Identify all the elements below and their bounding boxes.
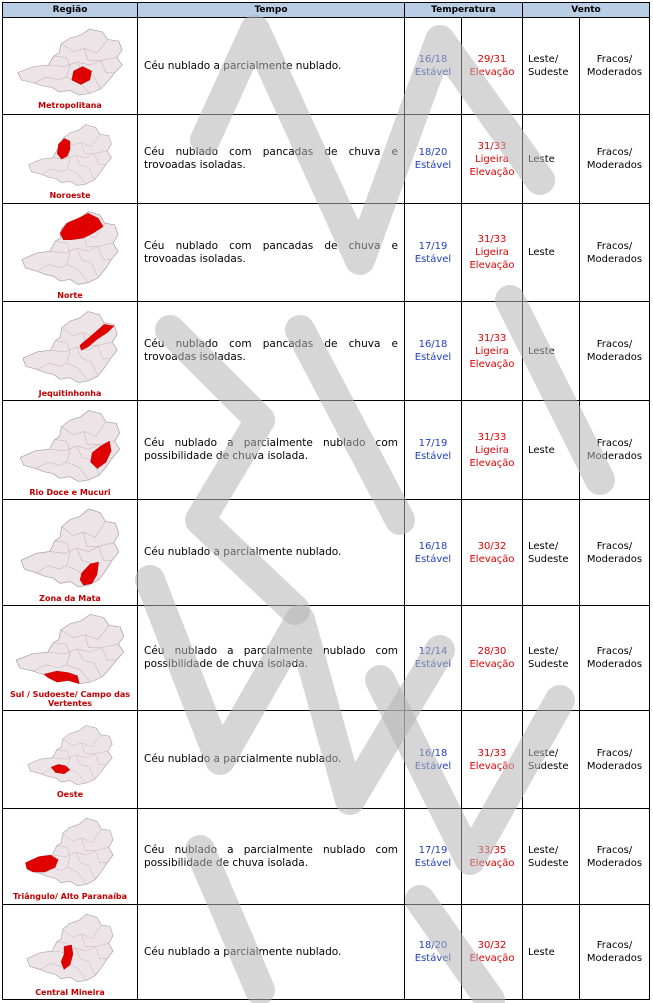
wind-direction-2: Sudeste [528, 760, 569, 772]
max-temp-value: 31/33 [477, 332, 507, 344]
header-tempo: Tempo [138, 3, 405, 18]
max-temp-cell [462, 115, 523, 204]
minas-gerais-region-map-icon [19, 720, 121, 790]
tempo-cell: Céu nublado a parcialmente nublado. [138, 905, 405, 1000]
table-row [3, 204, 650, 302]
region-cell [3, 204, 138, 302]
region-cell [3, 18, 138, 115]
wind-intensity: Fracos/ [596, 54, 633, 65]
minas-gerais-region-map-icon [18, 908, 122, 988]
table-row [3, 905, 650, 1000]
table-row [3, 401, 650, 500]
table-row [3, 809, 650, 905]
max-temp-value: 31/33 [477, 234, 507, 245]
region-name: Norte [57, 291, 83, 300]
wind-intensity-cell [580, 606, 650, 711]
wind-direction-cell [523, 711, 580, 809]
min-temp-cell [405, 204, 462, 302]
max-temp-value: 30/32 [477, 940, 507, 951]
wind-intensity-2: Moderados [586, 451, 643, 462]
max-temp-cell [462, 809, 523, 905]
max-temp-value: 33/35 [477, 844, 507, 856]
min-temp-trend: Estável [414, 553, 452, 565]
max-temp-cell [462, 204, 523, 302]
min-temp-trend: Estável [414, 857, 452, 869]
wind-intensity-cell [580, 115, 650, 204]
minas-gerais-region-map-icon [20, 119, 120, 191]
region-cell [3, 606, 138, 711]
min-temp-cell [405, 606, 462, 711]
minas-gerais-region-map-icon [18, 812, 122, 892]
wind-direction: Leste/ [528, 646, 559, 657]
table-row [3, 711, 650, 809]
wind-intensity-2: Moderados [586, 160, 643, 171]
max-temp-trend-2: Elevação [469, 358, 515, 370]
wind-direction: Leste/ [528, 54, 559, 65]
max-temp-trend: Ligeira [475, 444, 509, 456]
min-temp-cell [405, 500, 462, 606]
max-temp-trend: Elevação [469, 857, 515, 869]
wind-direction: Leste [528, 345, 555, 357]
max-temp-cell [462, 18, 523, 115]
forecast-table [2, 2, 650, 1000]
minas-gerais-region-map-icon [13, 305, 127, 389]
table-row [3, 115, 650, 204]
wind-intensity: Fracos/ [596, 844, 633, 856]
header-regiao: Região [3, 3, 138, 18]
max-temp-trend-2: Elevação [469, 260, 515, 271]
minas-gerais-region-map-icon [11, 502, 129, 594]
table-row [3, 500, 650, 606]
min-temp-cell [405, 401, 462, 500]
wind-direction-cell [523, 115, 580, 204]
min-temp-cell [405, 809, 462, 905]
wind-intensity: Fracos/ [596, 339, 633, 350]
max-temp-cell [462, 302, 523, 401]
wind-intensity: Fracos/ [596, 940, 633, 951]
wind-intensity: Fracos/ [596, 646, 633, 657]
wind-intensity: Fracos/ [596, 147, 633, 158]
min-temp-cell [405, 302, 462, 401]
wind-direction-2: Sudeste [528, 67, 569, 78]
min-temp-value: 18/20 [418, 940, 448, 951]
tempo-cell: Céu nublado a parcialmente nublado com possibilidade de chuva isolada. [138, 606, 405, 711]
region-cell [3, 302, 138, 401]
min-temp-trend: Estável [414, 160, 452, 171]
min-temp-value: 16/18 [418, 540, 448, 552]
region-cell [3, 905, 138, 1000]
max-temp-trend: Elevação [469, 553, 515, 565]
tempo-cell: Céu nublado com pancadas de chuva e trovoadas isoladas. [138, 115, 405, 204]
min-temp-value: 17/19 [418, 240, 448, 252]
min-temp-trend: Estável [414, 253, 452, 265]
min-temp-trend: Estável [414, 67, 452, 78]
minas-gerais-region-map-icon [7, 23, 133, 101]
wind-intensity-2: Moderados [586, 659, 643, 670]
table-row [3, 18, 650, 115]
min-temp-cell [405, 18, 462, 115]
wind-intensity-2: Moderados [586, 553, 643, 565]
min-temp-value: 16/18 [418, 747, 448, 759]
wind-intensity-2: Moderados [586, 352, 643, 363]
min-temp-value: 12/14 [418, 646, 448, 657]
min-temp-cell [405, 115, 462, 204]
region-name: Jequitinhonha [38, 388, 102, 398]
max-temp-cell [462, 606, 523, 711]
wind-intensity-cell [580, 18, 650, 115]
min-temp-value: 16/18 [418, 54, 448, 65]
region-cell [3, 500, 138, 606]
wind-direction-cell [523, 606, 580, 711]
wind-direction: Leste/ [528, 747, 559, 759]
min-temp-cell [405, 711, 462, 809]
wind-intensity-cell [580, 204, 650, 302]
wind-direction-cell [523, 18, 580, 115]
max-temp-trend: Elevação [469, 659, 515, 670]
wind-intensity: Fracos/ [596, 438, 633, 449]
max-temp-trend-2: Elevação [469, 457, 515, 469]
wind-direction-cell [523, 302, 580, 401]
region-name: Rio Doce e Mucuri [29, 487, 111, 497]
wind-direction-2: Sudeste [528, 857, 569, 869]
tempo-cell: Céu nublado com pancadas de chuva e trovoadas isoladas. [138, 302, 405, 401]
region-cell [3, 711, 138, 809]
table-row [3, 606, 650, 711]
wind-intensity-cell [580, 711, 650, 809]
wind-direction-cell [523, 500, 580, 606]
wind-intensity: Fracos/ [596, 240, 633, 252]
wind-intensity-2: Moderados [586, 760, 643, 772]
min-temp-value: 16/18 [418, 339, 448, 350]
wind-intensity-2: Moderados [586, 857, 643, 869]
region-name: Central Mineira [35, 987, 105, 997]
tempo-cell: Céu nublado com pancadas de chuva e trovoadas isoladas. [138, 204, 405, 302]
max-temp-value: 31/33 [477, 140, 507, 152]
wind-direction-cell [523, 401, 580, 500]
max-temp-cell [462, 711, 523, 809]
wind-intensity: Fracos/ [596, 747, 633, 759]
region-name: Metropolitana [38, 100, 102, 110]
region-name: Noroeste [49, 190, 91, 200]
min-temp-trend: Estável [414, 451, 452, 462]
header-temperatura: Temperatura [405, 3, 523, 18]
max-temp-value: 28/30 [477, 646, 507, 657]
region-cell [3, 115, 138, 204]
tempo-cell: Céu nublado a parcialmente nublado. [138, 500, 405, 606]
tempo-cell: Céu nublado a parcialmente nublado com possibilidade de chuva isolada. [138, 809, 405, 905]
wind-direction: Leste [528, 444, 555, 456]
wind-direction-2: Sudeste [528, 659, 569, 670]
min-temp-trend: Estável [414, 953, 452, 964]
minas-gerais-region-map-icon [5, 608, 135, 690]
header-row [3, 3, 650, 18]
min-temp-value: 17/19 [418, 438, 448, 449]
wind-intensity: Fracos/ [596, 540, 633, 552]
wind-direction-cell [523, 809, 580, 905]
min-temp-cell [405, 905, 462, 1000]
wind-direction: Leste [528, 153, 555, 165]
header-vento: Vento [523, 3, 650, 18]
table-row [3, 302, 650, 401]
max-temp-trend: Ligeira [475, 247, 509, 258]
tempo-cell: Céu nublado a parcialmente nublado. [138, 18, 405, 115]
max-temp-cell [462, 905, 523, 1000]
tempo-cell: Céu nublado a parcialmente nublado com possibilidade de chuva isolada. [138, 401, 405, 500]
wind-intensity-cell [580, 905, 650, 1000]
min-temp-value: 18/20 [418, 147, 448, 158]
min-temp-trend: Estável [414, 760, 452, 772]
wind-direction-cell [523, 204, 580, 302]
tempo-cell: Céu nublado a parcialmente nublado. [138, 711, 405, 809]
wind-direction: Leste [528, 946, 555, 958]
max-temp-value: 31/33 [477, 747, 507, 759]
wind-intensity-2: Moderados [586, 253, 643, 265]
region-name: Triângulo/ Alto Paranaíba [12, 892, 128, 901]
region-cell [3, 401, 138, 500]
max-temp-trend: Elevação [469, 67, 515, 78]
max-temp-trend: Elevação [469, 953, 515, 964]
max-temp-cell [462, 401, 523, 500]
wind-intensity-cell [580, 302, 650, 401]
region-cell [3, 809, 138, 905]
max-temp-value: 31/33 [477, 431, 507, 443]
max-temp-trend-2: Elevação [469, 166, 515, 178]
max-temp-trend: Ligeira [475, 345, 509, 357]
wind-direction: Leste/ [528, 540, 559, 552]
wind-intensity-2: Moderados [586, 953, 643, 964]
wind-direction-2: Sudeste [528, 553, 569, 565]
wind-direction-cell [523, 905, 580, 1000]
wind-intensity-cell [580, 401, 650, 500]
wind-intensity-2: Moderados [586, 67, 643, 78]
min-temp-trend: Estável [414, 659, 452, 670]
max-temp-value: 29/31 [477, 54, 507, 65]
region-name: Zona da Mata [39, 594, 101, 603]
region-name: Oeste [56, 790, 84, 799]
region-name: Sul / Sudoeste/ Campo das Vertentes [9, 690, 130, 708]
wind-intensity-cell [580, 809, 650, 905]
max-temp-trend: Elevação [469, 760, 515, 772]
min-temp-trend: Estável [414, 352, 452, 363]
wind-direction: Leste/ [528, 844, 559, 856]
max-temp-value: 30/32 [477, 540, 507, 552]
max-temp-cell [462, 500, 523, 606]
wind-intensity-cell [580, 500, 650, 606]
wind-direction: Leste [528, 247, 555, 258]
max-temp-trend: Ligeira [475, 153, 509, 165]
minas-gerais-region-map-icon [10, 404, 130, 488]
minas-gerais-region-map-icon [12, 205, 128, 291]
min-temp-value: 17/19 [418, 844, 448, 856]
